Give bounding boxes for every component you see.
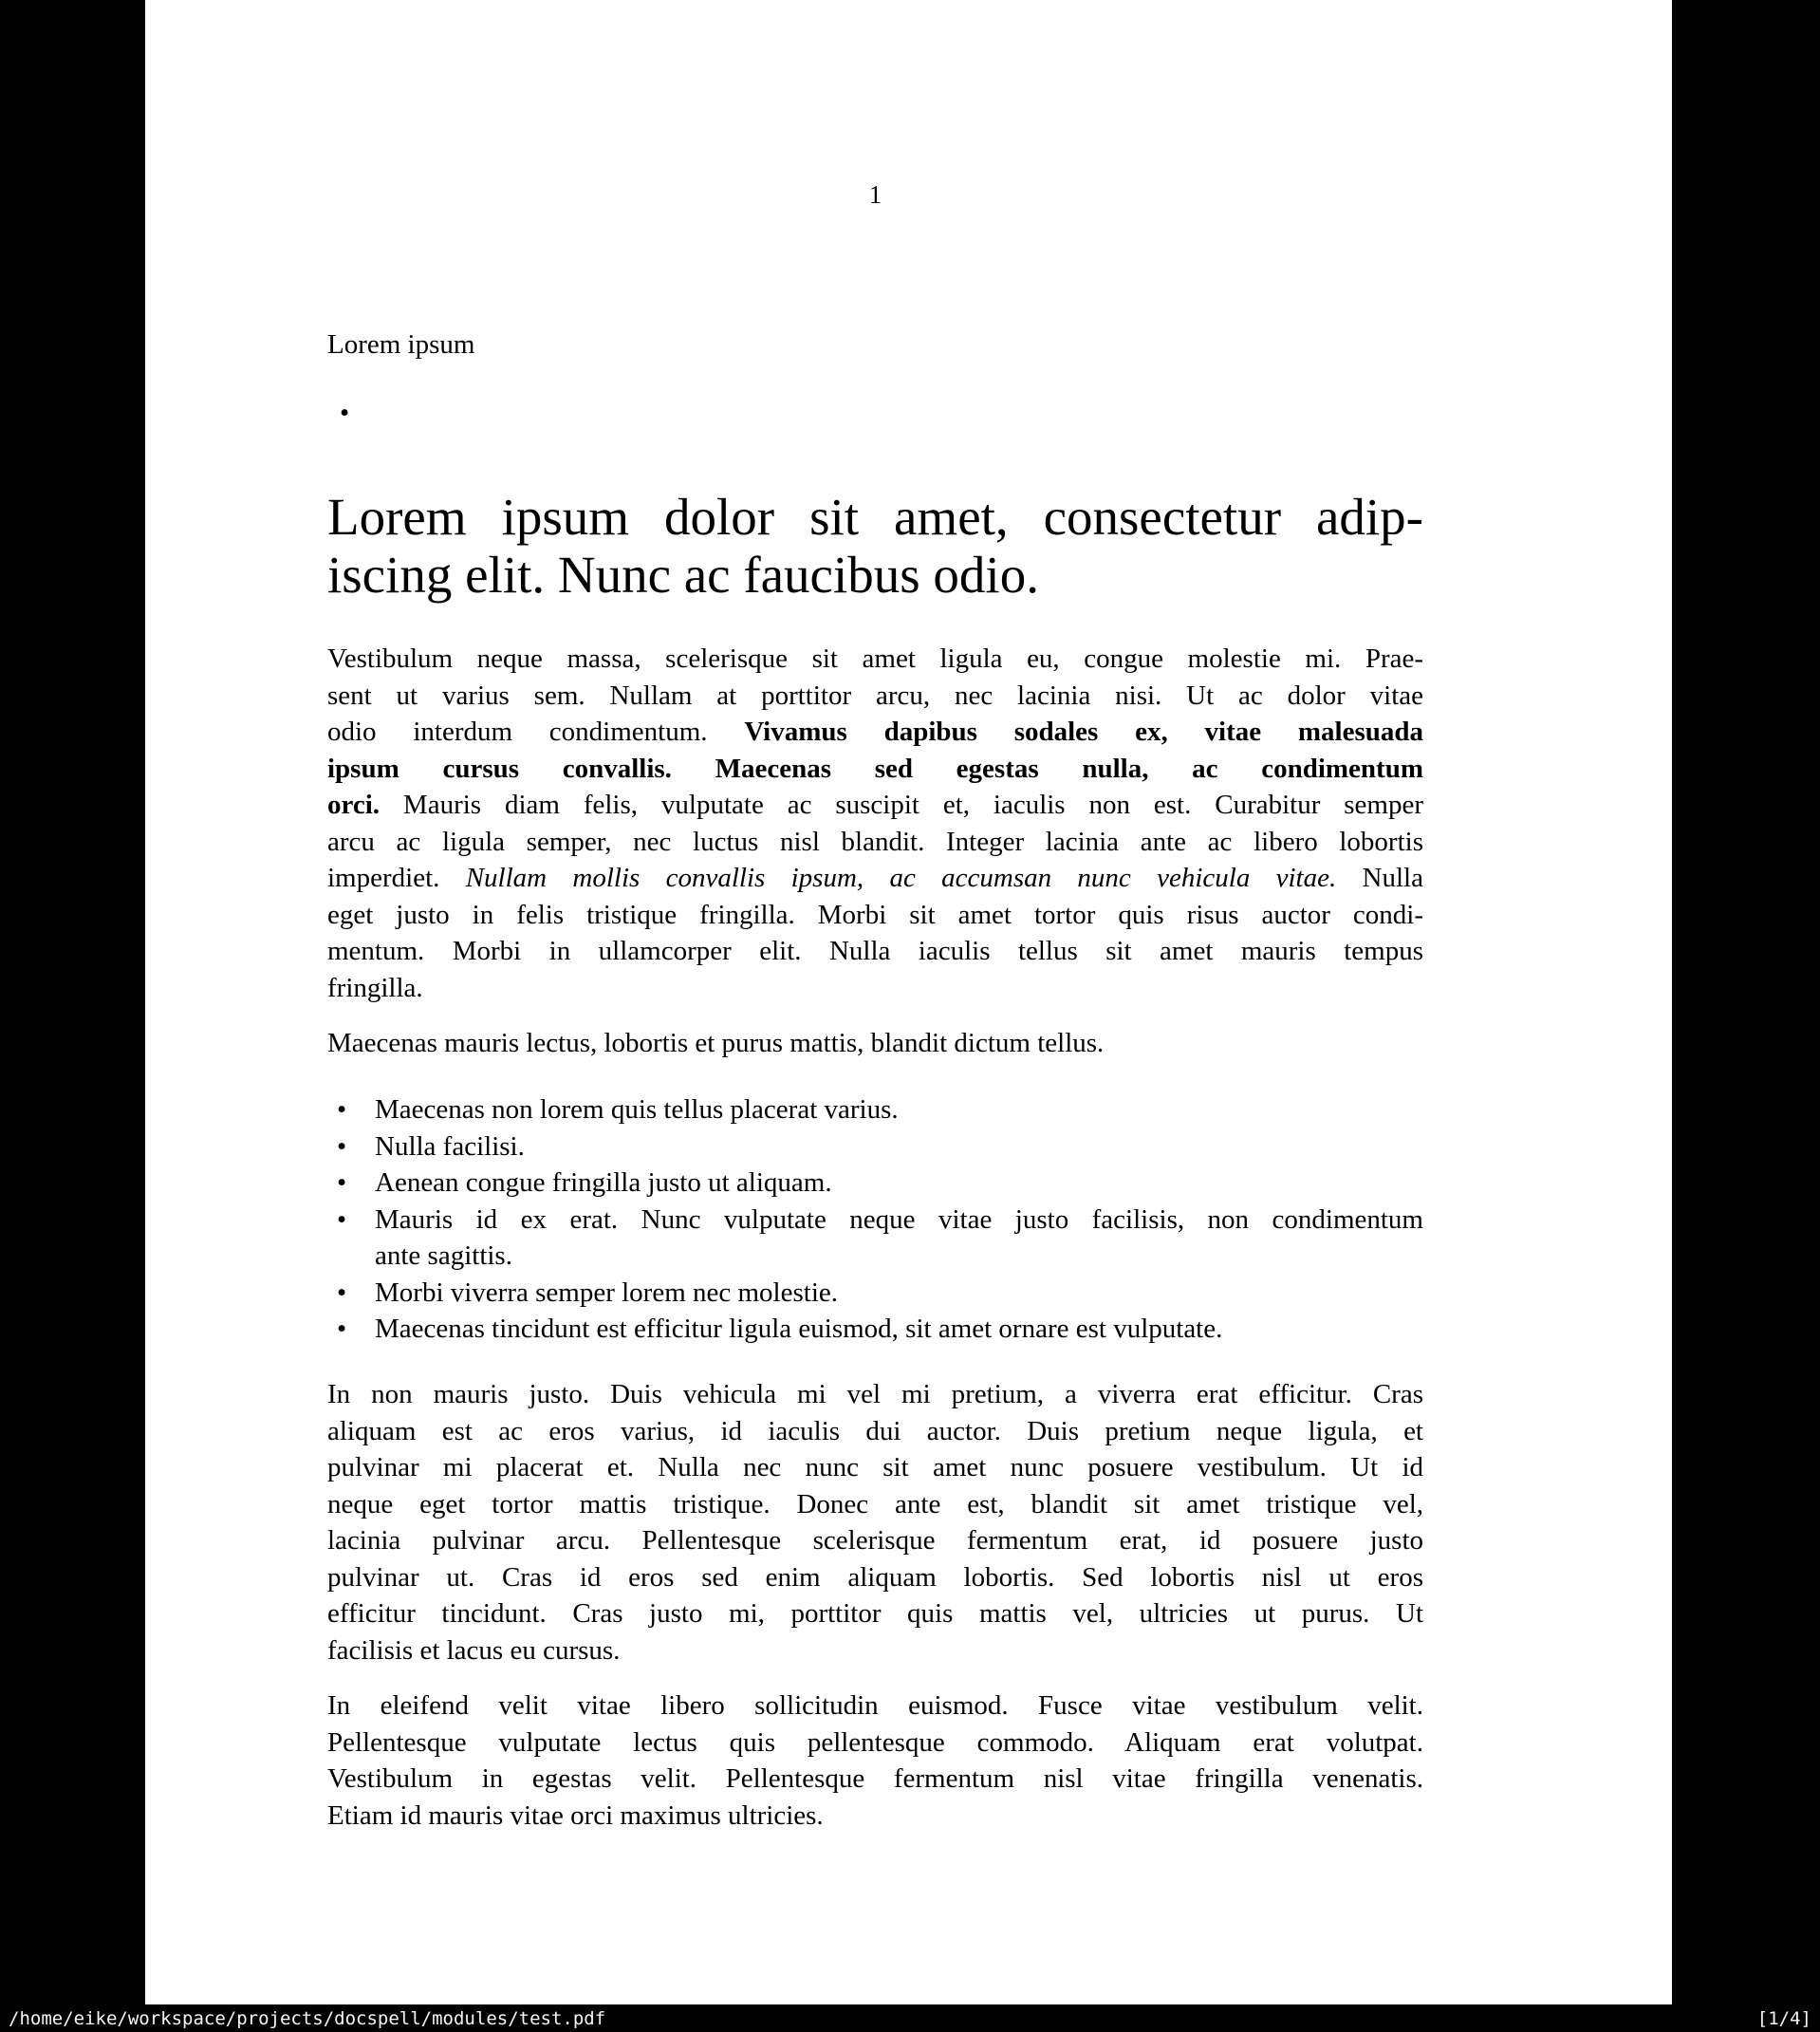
text-line [327, 1724, 1423, 1762]
text-segment: ipsum cursus convallis. Maecenas sed egestas nulla, ac condimentum [327, 753, 1423, 784]
intro-text: Lorem ipsum [327, 329, 475, 360]
text-line [327, 714, 1423, 751]
list-item [327, 1165, 1423, 1202]
text-segment: pulvinar mi placerat et. Nulla nec nunc sit amet nunc posuere vestibulum. Ut id [327, 1452, 1423, 1482]
text-line [327, 824, 1423, 861]
bullet-icon: • [337, 1203, 347, 1235]
text-line [327, 1595, 1423, 1632]
paragraph-4 [327, 1687, 1423, 1834]
text-segment: facilisis et lacus eu cursus. [327, 1634, 621, 1666]
text-line [327, 1449, 1423, 1486]
text-segment: Nullam mollis convallis ipsum, ac accumsan nunc vehicula vitae. [465, 863, 1337, 893]
text-line [327, 1632, 1423, 1669]
text-segment: odio interdum condimentum. [327, 717, 745, 747]
text-segment: pulvinar ut. Cras id eros sed enim aliquam lobortis. Sed lobortis nisl ut eros [327, 1561, 1423, 1593]
list-item [327, 1275, 1423, 1312]
text-line [375, 1238, 1423, 1275]
statusbar-page-indicator: [1/4] [1756, 2007, 1811, 2029]
text-segment: Morbi viverra semper lorem nec molestie. [375, 1277, 839, 1308]
text-line [375, 1311, 1423, 1348]
text-segment: Maecenas non lorem quis tellus placerat varius. [375, 1094, 899, 1125]
text-line [375, 1091, 1423, 1128]
list-item [327, 1091, 1423, 1128]
text-segment: Mauris diam felis, vulputate ac suscipit et, iaculis non est. Curabitur semper [380, 790, 1423, 820]
text-segment: aliquam est ac eros varius, id iaculis dui auctor. Duis pretium neque ligula, et [327, 1415, 1423, 1446]
text-segment: ante sagittis. [375, 1240, 512, 1271]
text-segment: Vivamus dapibus sodales ex, vitae malesuada [744, 717, 1423, 747]
text-line [375, 1128, 1423, 1165]
text-line [375, 1202, 1423, 1239]
text-segment: iscing elit. Nunc ac faucibus odio. [327, 546, 1039, 604]
text-line [327, 641, 1423, 678]
text-segment: Vestibulum in egestas velit. Pellentesque fermentum nisl vitae fringilla venenatis. [327, 1763, 1423, 1794]
text-segment: Vestibulum neque massa, scelerisque sit amet ligula eu, congue molestie mi. Prae- [327, 643, 1423, 674]
paragraph-1 [327, 641, 1423, 1006]
text-segment: In non mauris justo. Duis vehicula mi vel mi pretium, a viverra erat efficitur. Cras [327, 1379, 1423, 1409]
text-segment: sent ut varius sem. Nullam at porttitor arcu, nec lacinia nisi. Ut ac dolor vitae [327, 680, 1423, 711]
page-number: 1 [868, 180, 882, 209]
text-line [327, 1761, 1423, 1798]
text-line [327, 1522, 1423, 1559]
text-line [327, 488, 1423, 546]
paragraph-2 [327, 1025, 1423, 1062]
text-line [327, 678, 1423, 715]
bullet-list [327, 1091, 1423, 1348]
text-segment: lacinia pulvinar arcu. Pellentesque scelerisque fermentum erat, id posuere justo [327, 1525, 1423, 1556]
text-line [327, 546, 1423, 604]
text-segment: In eleifend velit vitae libero sollicitudin euismod. Fusce vitae vestibulum velit. [327, 1690, 1423, 1721]
document-title [327, 488, 1423, 604]
text-segment: eget justo in felis tristique fringilla. Morbi sit amet tortor quis risus auctor condi- [327, 899, 1423, 930]
text-segment: Aenean congue fringilla justo ut aliquam. [375, 1167, 832, 1198]
text-line [327, 787, 1423, 824]
text-line [327, 1486, 1423, 1523]
text-line [327, 970, 1423, 1007]
empty-list-item [327, 395, 1423, 432]
list-item [327, 1311, 1423, 1348]
bullet-icon: • [340, 398, 350, 428]
bullet-icon: • [337, 1130, 347, 1162]
text-line [327, 1559, 1423, 1596]
text-segment: imperdiet. [327, 863, 466, 893]
text-line [327, 897, 1423, 934]
text-segment: mentum. Morbi in ullamcorper elit. Nulla iaculis tellus sit amet mauris tempus [327, 936, 1423, 966]
bullet-icon: • [337, 1277, 347, 1308]
text-segment: Etiam id mauris vitae orci maximus ultricies. [327, 1799, 824, 1831]
text-line [327, 860, 1423, 897]
text-segment: efficitur tincidunt. Cras justo mi, porttitor quis mattis vel, ultricies ut purus. Ut [327, 1598, 1423, 1629]
statusbar-file-path: /home/eike/workspace/projects/docspell/modules/test.pdf [9, 2007, 606, 2029]
text-segment: arcu ac ligula semper, nec luctus nisl blandit. Integer lacinia ante ac libero lobortis [327, 826, 1423, 857]
text-segment: Pellentesque vulputate lectus quis pellentesque commodo. Aliquam erat volutpat. [327, 1726, 1423, 1758]
text-line [327, 1798, 1423, 1835]
text-segment: Nulla facilisi. [375, 1130, 525, 1162]
text-segment: Maecenas tincidunt est efficitur ligula euismod, sit amet ornare est vulputate. [375, 1314, 1223, 1344]
paragraph-3 [327, 1376, 1423, 1668]
text-segment: Mauris id ex erat. Nunc vulputate neque vitae justo facilisis, non condimentum [375, 1203, 1423, 1235]
bullet-icon: • [337, 1314, 347, 1344]
text-line [327, 1025, 1423, 1062]
statusbar [0, 2004, 1820, 2032]
list-item [327, 1202, 1423, 1275]
bullet-icon: • [337, 1094, 347, 1125]
text-line [375, 1275, 1423, 1312]
text-segment: Nulla [1336, 863, 1423, 893]
text-line [327, 1413, 1423, 1450]
text-segment: Maecenas mauris lectus, lobortis et purus mattis, blandit dictum tellus. [327, 1028, 1105, 1058]
bullet-icon: • [337, 1167, 347, 1198]
text-segment: Lorem ipsum dolor sit amet, consectetur adip- [327, 488, 1423, 546]
text-segment: neque eget tortor mattis tristique. Donec ante est, blandit sit amet tristique vel, [327, 1488, 1423, 1519]
text-line [327, 1687, 1423, 1724]
text-line [327, 1376, 1423, 1413]
text-segment: orci. [327, 790, 381, 820]
text-line [375, 1165, 1423, 1202]
text-line [327, 933, 1423, 970]
document-page[interactable] [145, 0, 1672, 2004]
list-item [327, 1128, 1423, 1165]
text-line [327, 751, 1423, 788]
text-segment: fringilla. [327, 972, 423, 1003]
